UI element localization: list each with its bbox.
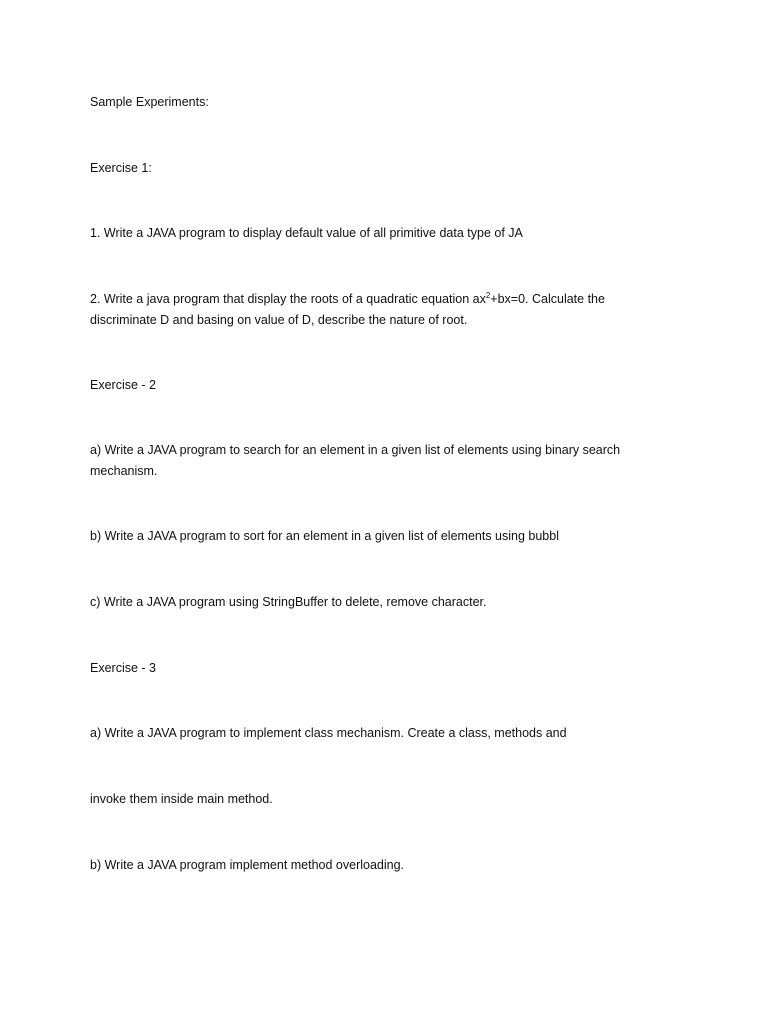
exercise-3-item-a-line-1: a) Write a JAVA program to implement class mechanism. Create a class, methods and	[90, 726, 567, 740]
exercise-2-item-b: b) Write a JAVA program to sort for an element in a given list of elements using bubbl	[90, 529, 559, 543]
exercise-1-item-1: 1. Write a JAVA program to display default value of all primitive data type of JA	[90, 226, 523, 240]
item-2-text-start: 2. Write a java program that display the roots of a quadratic equation ax	[90, 292, 486, 306]
exercise-2-item-a: a) Write a JAVA program to search for an element in a given list of elements using binary search mechanism.	[90, 443, 621, 478]
exercise-2-heading: Exercise - 2	[90, 378, 156, 392]
item-2-text-end: +bx=0. Calculate the discriminate D and basing on value of D, describe the nature of root.	[90, 292, 605, 327]
document-title: Sample Experiments:	[90, 95, 209, 109]
exercise-3-heading: Exercise - 3	[90, 661, 156, 675]
exercise-2-item-c: c) Write a JAVA program using StringBuffer to delete, remove character.	[90, 595, 487, 609]
exercise-3-item-a-line-2: invoke them inside main method.	[90, 792, 273, 806]
exercise-1-item-2	[90, 289, 650, 330]
superscript-exponent: 2	[485, 290, 491, 300]
exercise-3-item-b: b) Write a JAVA program implement method overloading.	[90, 858, 405, 872]
exercise-1-heading: Exercise 1:	[90, 161, 152, 175]
